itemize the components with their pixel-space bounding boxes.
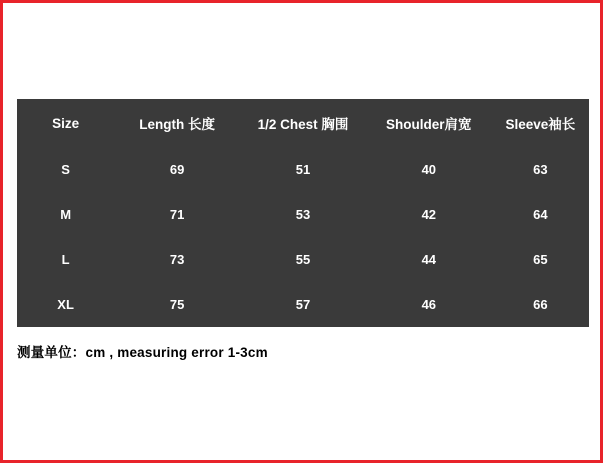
table-row	[17, 282, 589, 327]
column-header-length: Length 长度	[114, 99, 240, 147]
table-row	[17, 192, 589, 237]
column-header-sleeve: Sleeve袖长	[492, 99, 589, 147]
cell-size: M	[17, 192, 114, 237]
cell-size: S	[17, 147, 114, 192]
table-header-row	[17, 99, 589, 147]
cell-size: XL	[17, 282, 114, 327]
size-table	[17, 99, 589, 327]
size-chart-content	[17, 99, 589, 361]
cell-length: 75	[114, 282, 240, 327]
cell-shoulder: 44	[366, 237, 492, 282]
column-header-chest: 1/2 Chest 胸围	[240, 99, 366, 147]
table-row	[17, 147, 589, 192]
size-table-body	[17, 147, 589, 327]
cell-chest: 55	[240, 237, 366, 282]
cell-length: 73	[114, 237, 240, 282]
measurement-note: 测量单位：cm , measuring error 1-3cm	[17, 345, 268, 360]
cell-chest: 51	[240, 147, 366, 192]
table-row	[17, 237, 589, 282]
cell-chest: 53	[240, 192, 366, 237]
cell-chest: 57	[240, 282, 366, 327]
column-header-size: Size	[17, 99, 114, 147]
cell-shoulder: 46	[366, 282, 492, 327]
cell-shoulder: 40	[366, 147, 492, 192]
cell-size: L	[17, 237, 114, 282]
size-table-header	[17, 99, 589, 147]
cell-length: 71	[114, 192, 240, 237]
cell-sleeve: 63	[492, 147, 589, 192]
cell-sleeve: 65	[492, 237, 589, 282]
column-header-shoulder: Shoulder肩宽	[366, 99, 492, 147]
cell-sleeve: 66	[492, 282, 589, 327]
cell-length: 69	[114, 147, 240, 192]
cell-sleeve: 64	[492, 192, 589, 237]
cell-shoulder: 42	[366, 192, 492, 237]
